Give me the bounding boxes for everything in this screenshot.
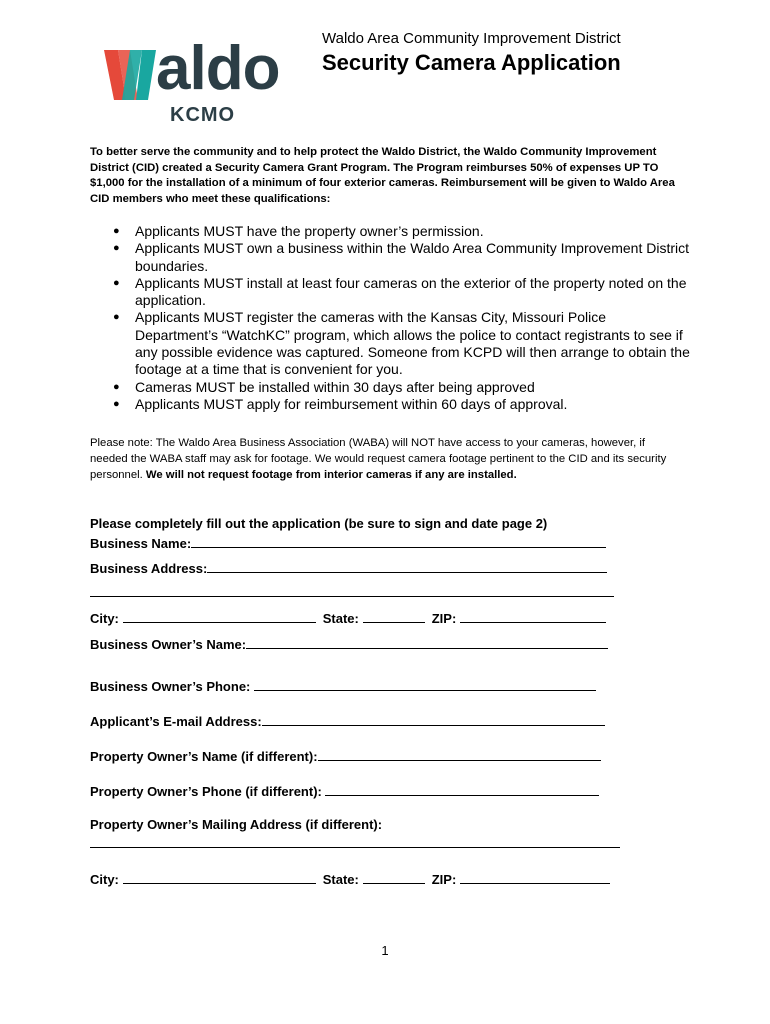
waldo-kcmo-logo	[104, 34, 299, 128]
city-field[interactable]	[123, 609, 316, 623]
business-name-field[interactable]	[191, 534, 606, 548]
business-address-line-2[interactable]	[90, 596, 614, 597]
page-number: 1	[381, 943, 389, 958]
organization-name: Waldo Area Community Improvement District	[322, 30, 621, 47]
list-item: ● Applicants MUST register the cameras with the Kansas City, Missouri Police Department’s “WatchKC” program, which allows the police to contact registrants to see if any possible evidence was captured. Someone from KCPD will then arrange to obtain the footage at a time that is convenient for you.	[113, 309, 690, 378]
list-item: ● Applicants MUST own a business within the Waldo Area Community Improvement District boundaries.	[113, 240, 689, 274]
qualifications-list	[110, 223, 690, 413]
page-title: Security Camera Application	[322, 50, 621, 75]
logo-wordmark	[104, 34, 280, 103]
bullet-icon: ●	[113, 276, 120, 289]
logo-word-text: aldo	[156, 34, 280, 103]
property-owner-phone-row: Property Owner’s Phone (if different):	[90, 782, 599, 799]
bullet-icon: ●	[113, 311, 120, 324]
property-owner-mailing-row: Property Owner’s Mailing Address (if different):	[90, 817, 383, 832]
form-heading: Please completely fill out the application (be sure to sign and date page 2)	[90, 516, 548, 531]
bullet-icon: ●	[113, 380, 120, 393]
owner-phone-field[interactable]	[254, 677, 596, 691]
city-field-2[interactable]	[123, 870, 316, 884]
business-address-field[interactable]	[207, 559, 607, 573]
city-state-zip-row-2: City: State: ZIP:	[90, 870, 610, 887]
list-item: ● Applicants MUST install at least four cameras on the exterior of the property noted on the application.	[113, 274, 687, 309]
zip-field-2[interactable]	[460, 870, 610, 884]
list-item: ● Applicants MUST have the property owner’s permission.	[113, 223, 484, 239]
property-owner-mailing-field[interactable]	[90, 847, 620, 848]
list-item: ● Cameras MUST be installed within 30 days after being approved	[113, 378, 535, 395]
property-owner-phone-field[interactable]	[325, 782, 599, 796]
owner-name-field[interactable]	[246, 635, 608, 649]
business-address-row: Business Address:	[90, 559, 607, 576]
zip-field[interactable]	[460, 609, 606, 623]
city-state-zip-row: City: State: ZIP:	[90, 609, 606, 626]
note-paragraph: Please note: The Waldo Area Business Association (WABA) will NOT have access to your cameras, however, if needed the WABA staff may ask for footage. We would request camera footage pertinent to the CID and its security personnel. We will not request footage from interior cameras if any are installed.	[90, 437, 667, 482]
owner-name-row: Business Owner’s Name:	[90, 635, 608, 652]
property-owner-name-field[interactable]	[318, 747, 601, 761]
state-field[interactable]	[363, 609, 425, 623]
intro-paragraph: To better serve the community and to help protect the Waldo District, the Waldo Community Improvement District (CID) created a Security Camera Grant Program. The Program reimburses 50% of expenses UP TO $1,000 for the installation of a minimum of four exterior cameras. Reimbursement will be given to Waldo Area CID members who meet these qualifications:	[90, 146, 675, 206]
owner-phone-row: Business Owner’s Phone:	[90, 677, 596, 694]
logo-subtitle: KCMO	[170, 104, 236, 126]
applicant-email-field[interactable]	[262, 712, 605, 726]
bullet-icon: ●	[113, 397, 120, 410]
bullet-icon: ●	[113, 242, 120, 255]
logo-w-icon	[104, 50, 156, 100]
list-item: ● Applicants MUST apply for reimbursement within 60 days of approval.	[113, 395, 568, 412]
property-owner-name-row: Property Owner’s Name (if different):	[90, 747, 601, 764]
bullet-icon: ●	[113, 225, 120, 237]
note-bold: We will not request footage from interior cameras if any are installed.	[145, 469, 517, 482]
business-name-row: Business Name:	[90, 534, 606, 551]
state-field-2[interactable]	[363, 870, 425, 884]
applicant-email-row: Applicant’s E-mail Address:	[90, 712, 605, 729]
